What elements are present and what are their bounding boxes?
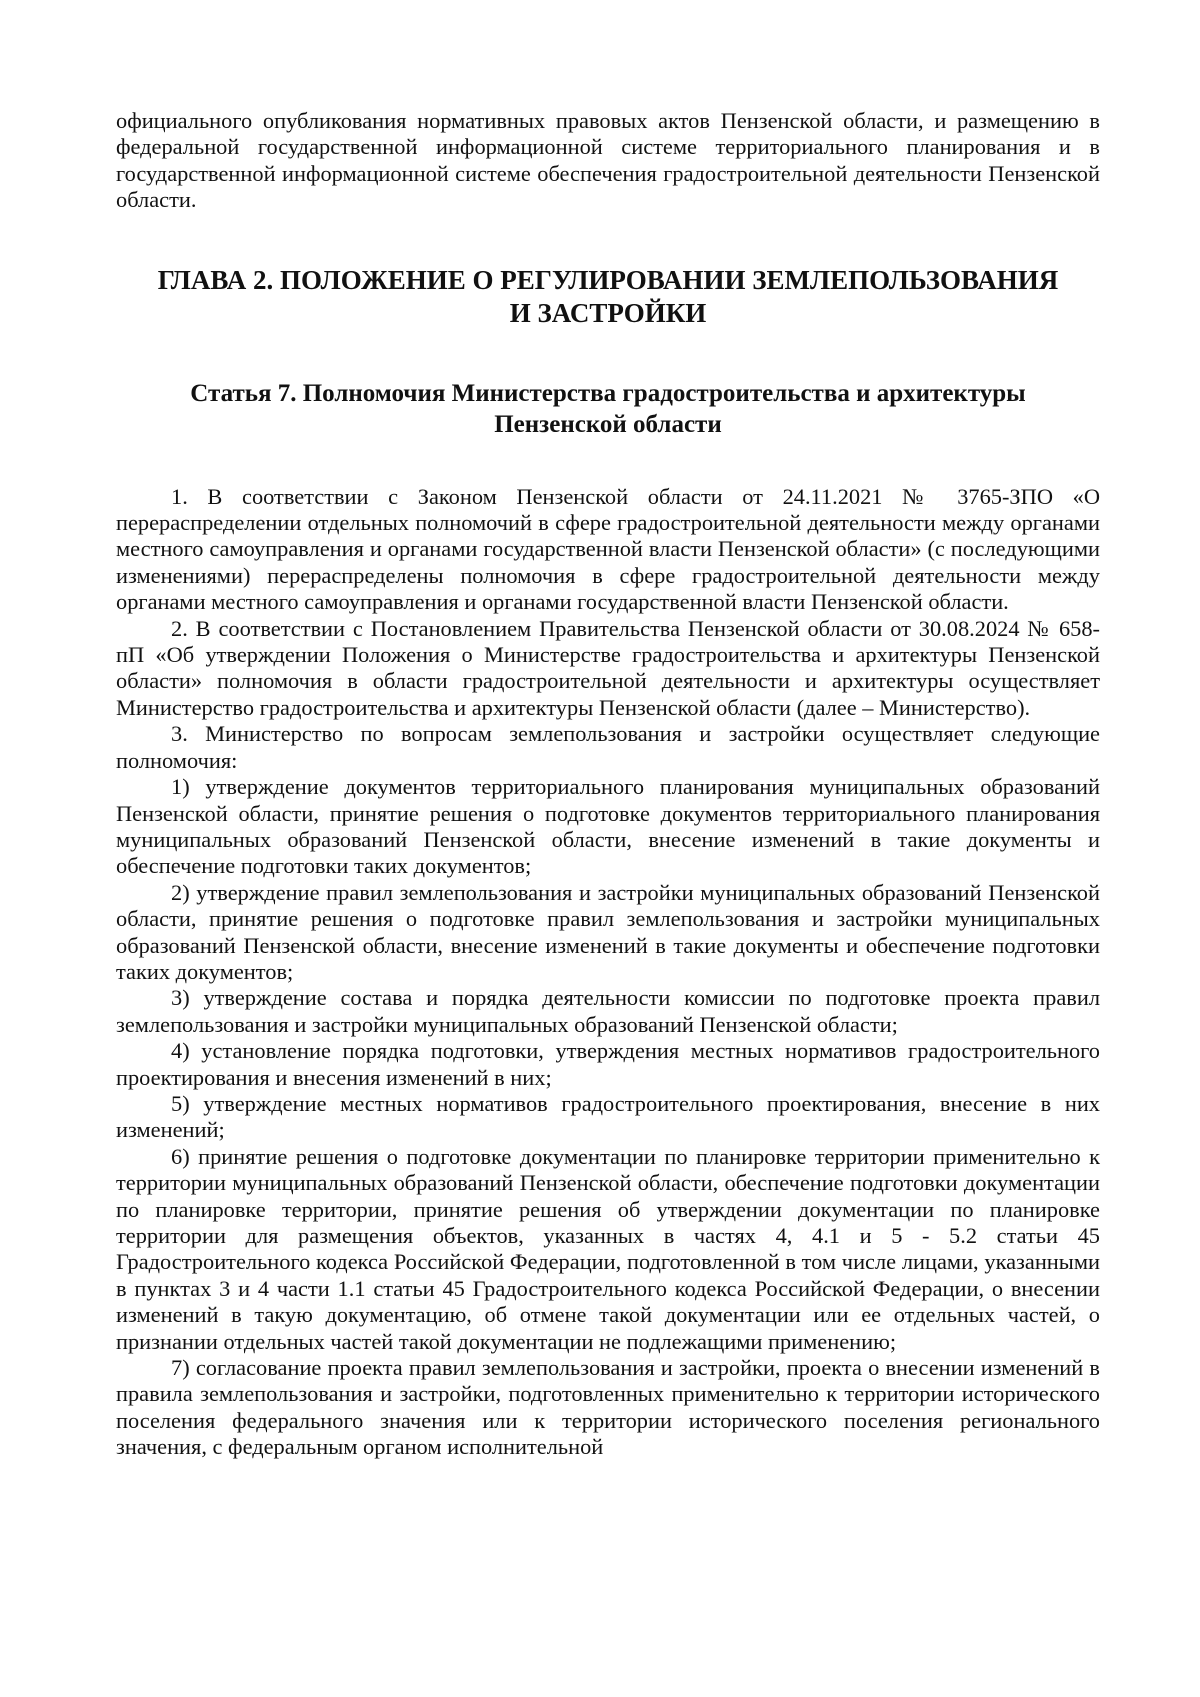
chapter-title-line: И ЗАСТРОЙКИ bbox=[509, 297, 707, 328]
chapter-title bbox=[116, 264, 1100, 330]
list-item: 1) утверждение документов территориального планирования муниципальных образований Пензенской области, принятие решения о подготовке документов территориального планирования муниципальных образований Пензенской области, внесение изменений в такие документы и обеспечение подготовки таких документов; bbox=[116, 774, 1100, 879]
list-item: 5) утверждение местных нормативов градостроительного проектирования, внесение в них изменений; bbox=[116, 1090, 1100, 1143]
list-item: 3) утверждение состава и порядка деятельности комиссии по подготовке проекта правил землепользования и застройки муниципальных образований Пензенской области; bbox=[116, 985, 1100, 1037]
article-title-line: Статья 7. Полномочия Министерства градостроительства и архитектуры bbox=[190, 379, 1026, 407]
paragraph-2: 2. В соответствии с Постановлением Правительства Пензенской области от 30.08.2024 № 658-пП «Об утверждении Положения о Министерстве градостроительства и архитектуры Пензенской области» полномочия в области градостроительной деятельности и архитектуры осуществляет Министерство градостроительства и архитектуры Пензенской области (далее – Министерство). bbox=[116, 615, 1100, 720]
list-item: 6) принятие решения о подготовке документации по планировке территории применительно к территории муниципальных образований Пензенской области, обеспечение подготовки документации по планировке территории, принятие решения об утверждении документации по планировке территории для размещения объектов, указанных в частях 4, 4.1 и 5 - 5.2 статьи 45 Градостроительного кодекса Российской Федерации, подготовленной в том числе лицами, указанными в пунктах 3 и 4 части 1.1 статьи 45 Градостроительного кодекса Российской Федерации, о внесении изменений в такую документацию, об отмене такой документации или ее отдельных частей, о признании отдельных частей такой документации не подлежащими применению; bbox=[116, 1143, 1100, 1354]
paragraph-1: 1. В соответствии с Законом Пензенской области от 24.11.2021 № 3765-ЗПО «О перераспределении отдельных полномочий в сфере градостроительной деятельности между органами местного самоуправления и органами государственной власти Пензенской области» (с последующими изменениями) перераспределены полномочия в сфере градостроительной деятельности между органами местного самоуправления и органами государственной власти Пензенской области. bbox=[116, 483, 1100, 615]
chapter-title-line: ГЛАВА 2. ПОЛОЖЕНИЕ О РЕГУЛИРОВАНИИ ЗЕМЛЕПОЛЬЗОВАНИЯ bbox=[157, 264, 1059, 295]
paragraph-3: 3. Министерство по вопросам землепользования и застройки осуществляет следующие полномочия: bbox=[116, 721, 1100, 773]
article-title bbox=[116, 378, 1100, 440]
document-page bbox=[116, 108, 1100, 1461]
article-title-line: Пензенской области bbox=[494, 410, 722, 438]
list-item: 4) установление порядка подготовки, утверждения местных нормативов градостроительного проектирования и внесения изменений в них; bbox=[116, 1038, 1100, 1090]
list-item: 2) утверждение правил землепользования и застройки муниципальных образований Пензенской области, принятие решения о подготовке правил землепользования и застройки муниципальных образований Пензенской области, внесение изменений в такие документы и обеспечение подготовки таких документов; bbox=[116, 879, 1100, 984]
intro-paragraph: официального опубликования нормативных правовых актов Пензенской области, и размещению в федеральной государственной информационной системе территориального планирования и в государственной информационной системе обеспечения градостроительной деятельности Пензенской области. bbox=[116, 108, 1100, 213]
list-item: 7) согласование проекта правил землепользования и застройки, проекта о внесении изменений в правила землепользования и застройки, подготовленных применительно к территории исторического поселения федерального значения или к территории исторического поселения регионального значения, с федеральным органом исполнительной bbox=[116, 1355, 1100, 1460]
